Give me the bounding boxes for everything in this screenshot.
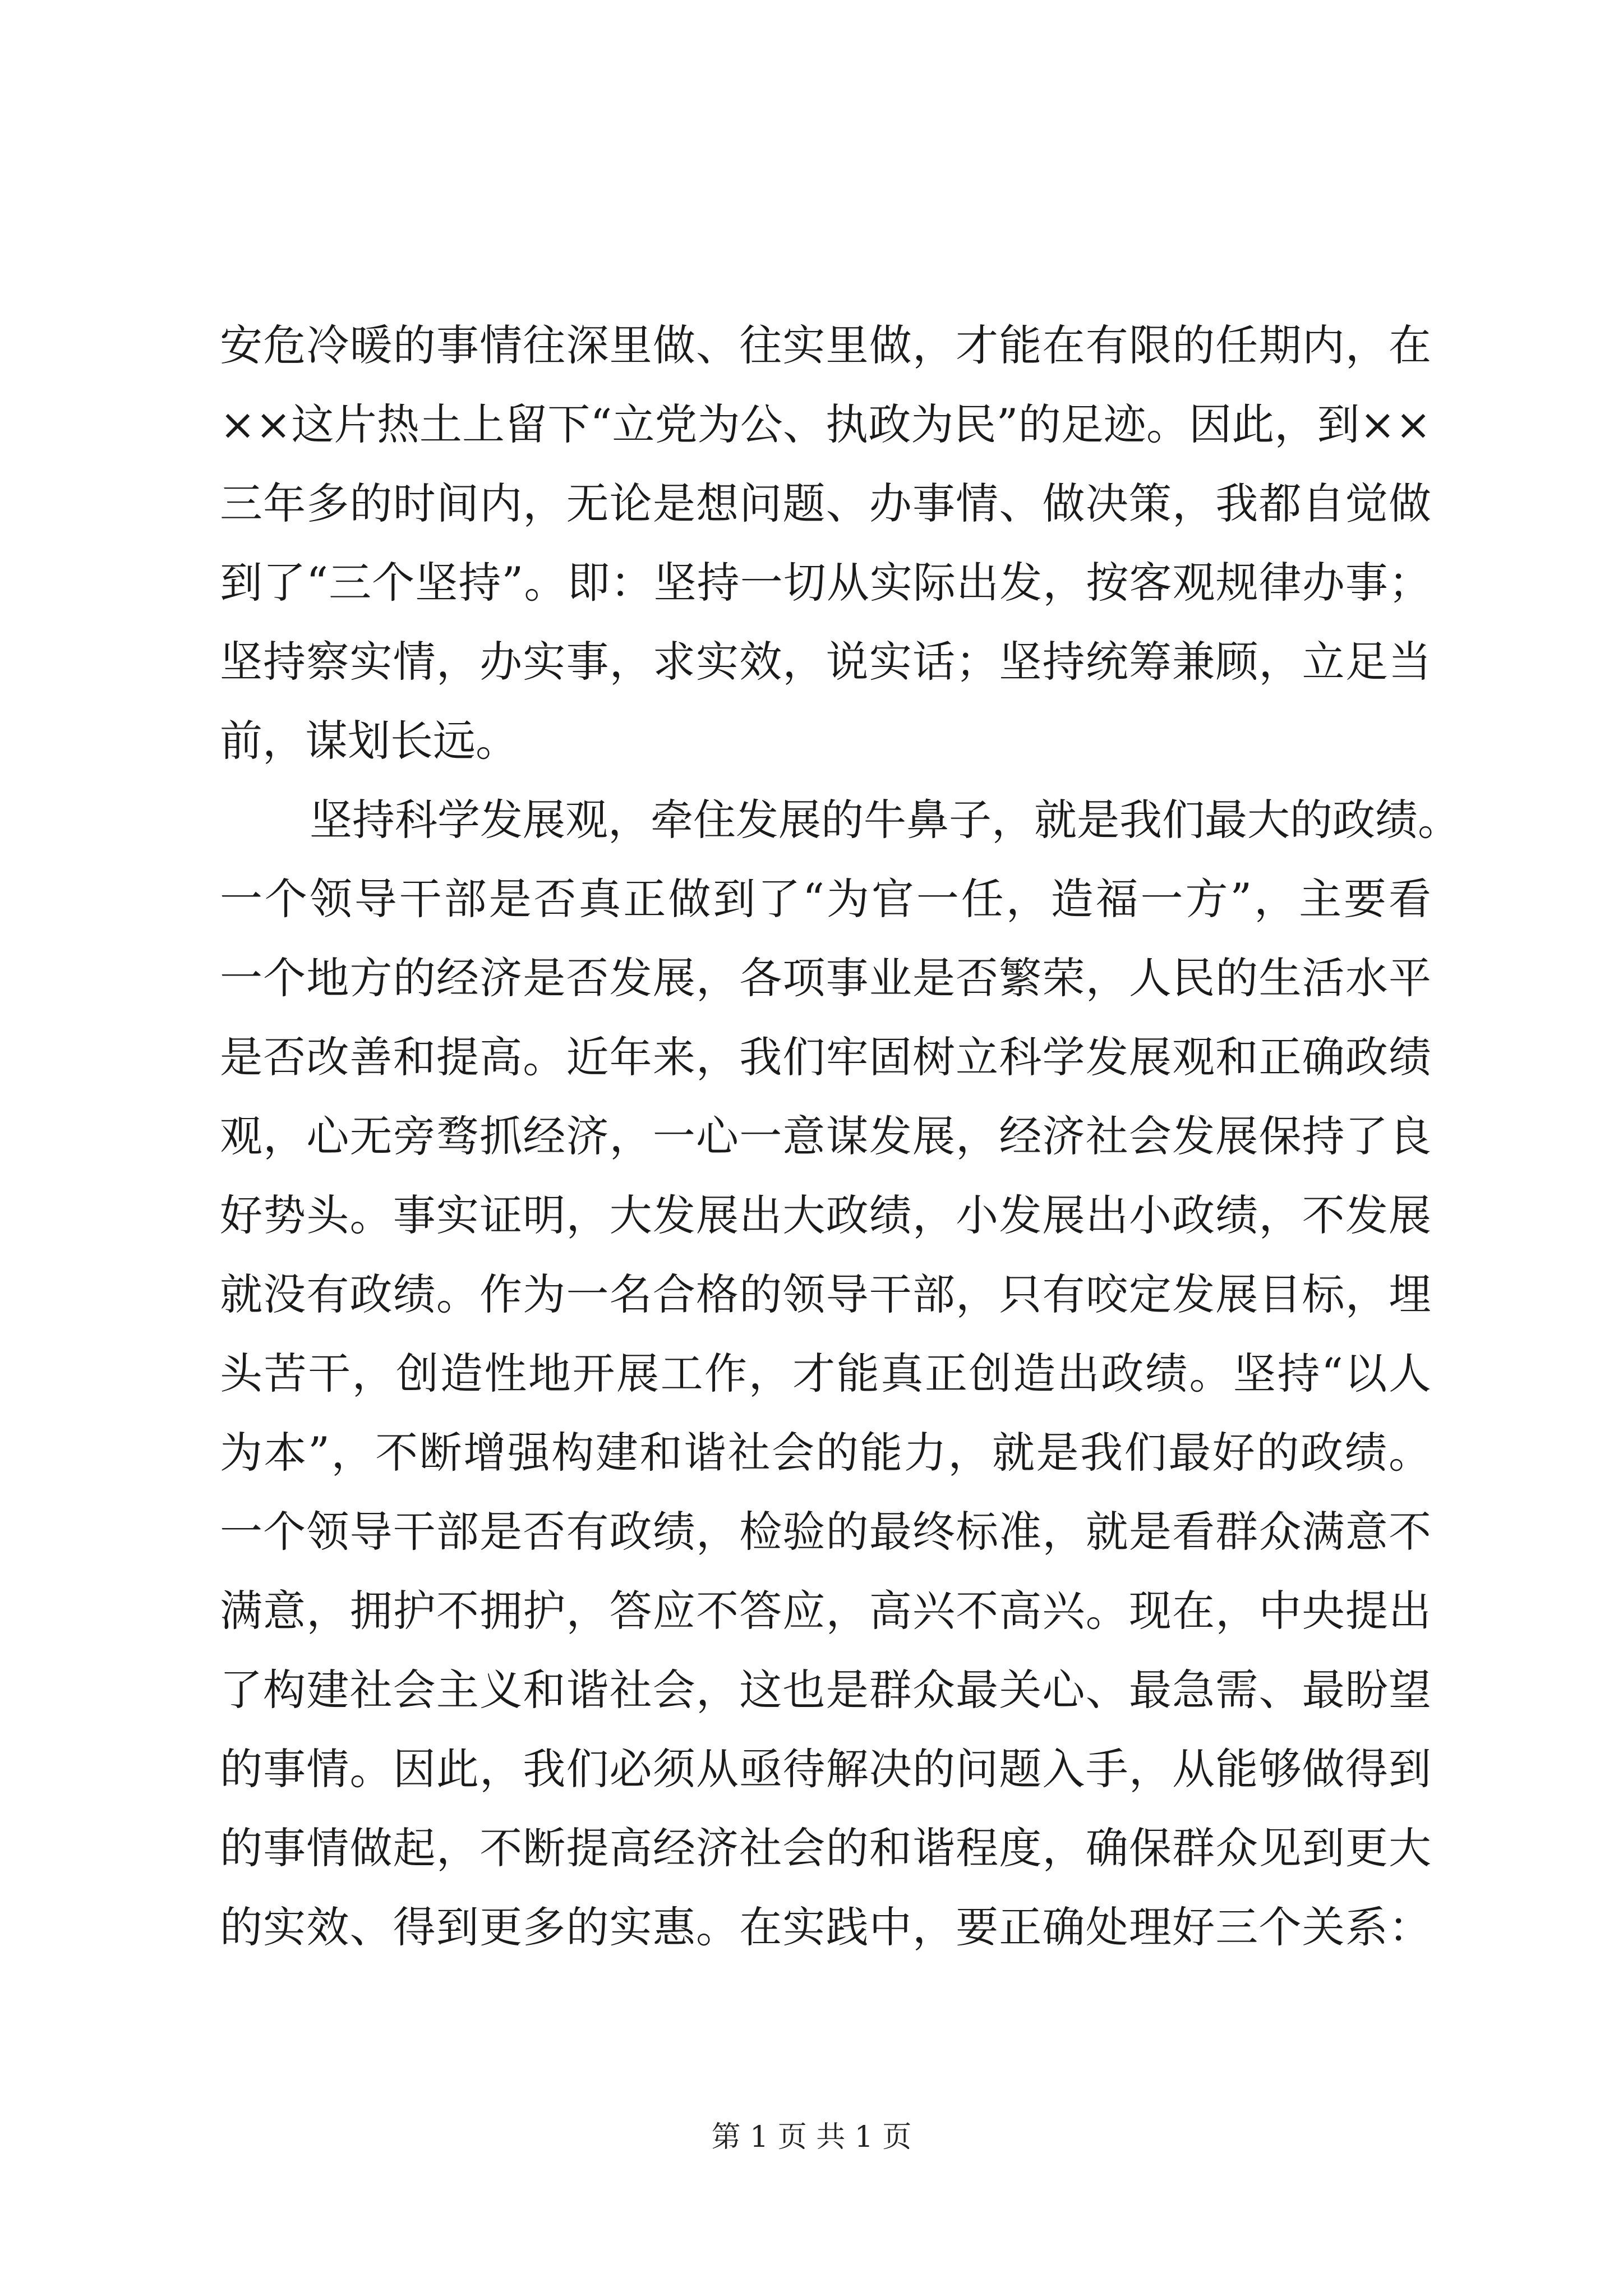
text-line: 的事情。因此，我们必须从亟待解决的问题入手，从能够做得到 [220, 1744, 1431, 1794]
text-line: 一个地方的经济是否发展，各项事业是否繁荣，人民的生活水平 [220, 953, 1431, 1003]
text-line: 的事情做起，不断提高经济社会的和谐程度，确保群众见到更大 [220, 1823, 1431, 1873]
text-line: 坚持察实情，办实事，求实效，说实话；坚持统筹兼顾，立足当 [220, 637, 1431, 687]
text-line: 头苦干，创造性地开展工作，才能真正创造出政绩。坚持“以人 [220, 1349, 1431, 1398]
text-line: 为本”，不断增强构建和谐社会的能力，就是我们最好的政绩。 [220, 1428, 1431, 1478]
text-line: 的实效、得到更多的实惠。在实践中，要正确处理好三个关系： [220, 1902, 1431, 1952]
text-line: 好势头。事实证明，大发展出大政绩，小发展出小政绩，不发展 [220, 1190, 1431, 1240]
text-line: 前，谋划长远。 [220, 716, 518, 766]
text-line: 到了“三个坚持”。即：坚持一切从实际出发，按客观规律办事； [220, 558, 1431, 608]
text-line: 是否改善和提高。近年来，我们牢固树立科学发展观和正确政绩 [220, 1032, 1431, 1082]
text-line: 一个领导干部是否有政绩，检验的最终标准，就是看群众满意不 [220, 1507, 1431, 1557]
text-line: 安危冷暖的事情往深里做、往实里做，才能在有限的任期内，在 [220, 320, 1431, 370]
page-number-footer: 第 1 页 共 1 页 [711, 2120, 912, 2154]
text-line: 一个领导干部是否真正做到了“为官一任，造福一方”，主要看 [220, 874, 1431, 924]
text-line: ××这片热土上留下“立党为公、执政为民”的足迹。因此，到×× [220, 399, 1431, 449]
text-line: 满意，拥护不拥护，答应不答应，高兴不高兴。现在，中央提出 [220, 1586, 1431, 1636]
text-line: 了构建社会主义和谐社会，这也是群众最关心、最急需、最盼望 [220, 1665, 1431, 1715]
text-line: 观，心无旁骛抓经济，一心一意谋发展，经济社会发展保持了良 [220, 1111, 1431, 1161]
body-text [220, 306, 1460, 1967]
text-line: 三年多的时间内，无论是想问题、办事情、做决策，我都自觉做 [220, 478, 1431, 528]
text-line: 就没有政绩。作为一名合格的领导干部，只有咬定发展目标，埋 [220, 1269, 1431, 1319]
paragraph-start-line: 坚持科学发展观，牵住发展的牛鼻子，就是我们最大的政绩。 [310, 795, 1460, 845]
